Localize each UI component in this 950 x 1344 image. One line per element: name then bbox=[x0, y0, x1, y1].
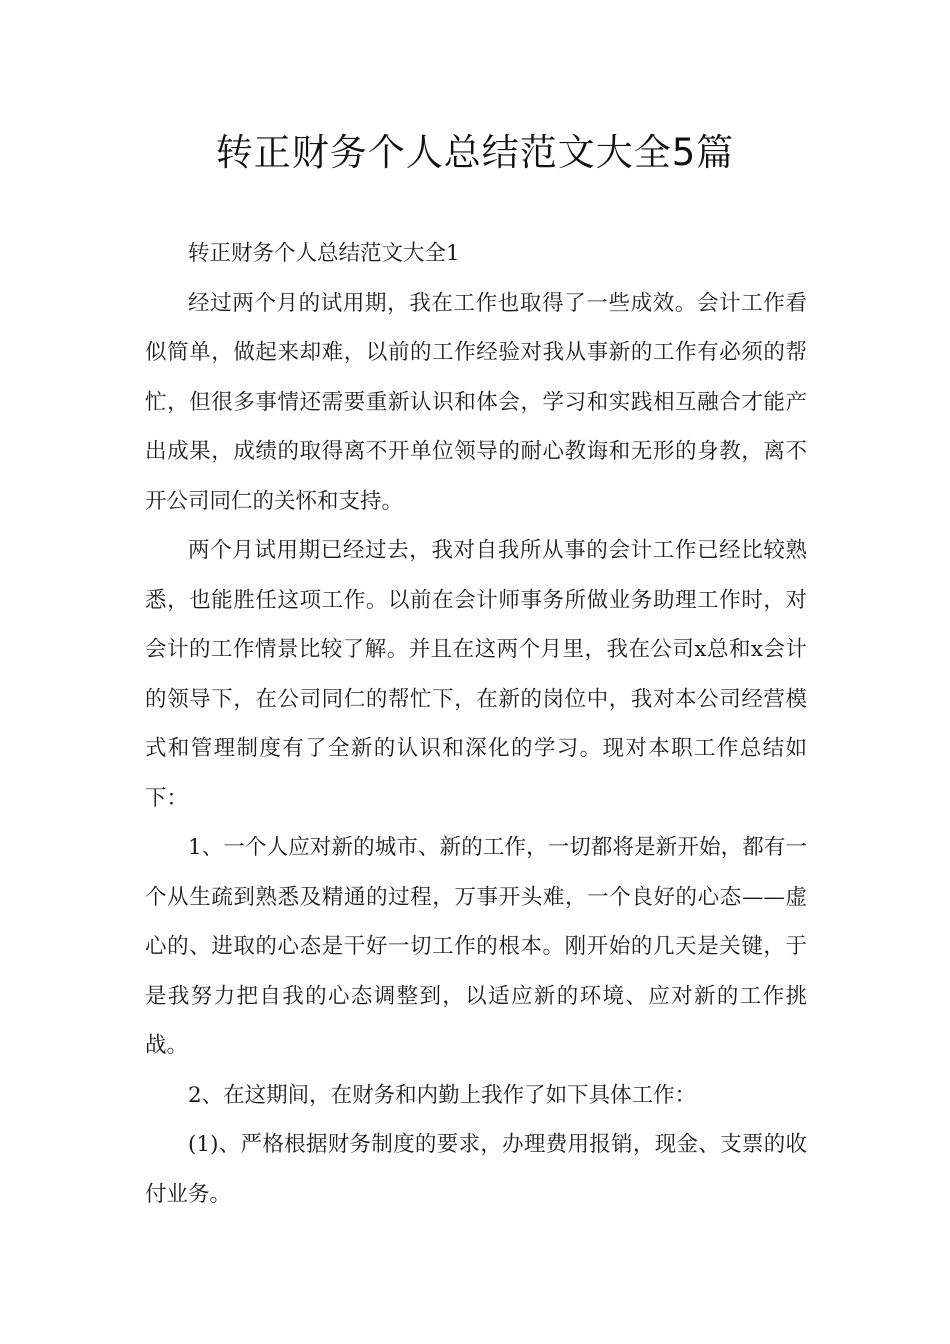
paragraph: 两个月试用期已经过去，我对自我所从事的会计工作已经比较熟悉，也能胜任这项工作。以前在会计师事务所做业务助理工作时，对会计的工作情景比较了解。并且在这两个月里，我在公司x总和x会计的领导下，在公司同仁的帮忙下，在新的岗位中，我对本公司经营模式和管理制度有了全新的认识和深化的学习。现对本职工作总结如下： bbox=[145, 538, 807, 811]
document-title: 转正财务个人总结范文大全5篇 bbox=[215, 131, 735, 174]
list-item: 1、一个人应对新的城市、新的工作，一切都将是新开始，都有一个从生疏到熟悉及精通的过程，万事开头难，一个良好的心态——虚心的、进取的心态是干好一切工作的根本。刚开始的几天是关键，于是我努力把自我的心态调整到，以适应新的环境、应对新的工作挑战。 bbox=[145, 835, 807, 1058]
section-heading: 转正财务个人总结范文大全1 bbox=[188, 241, 460, 266]
document-body bbox=[145, 229, 807, 1219]
paragraph: 经过两个月的试用期，我在工作也取得了一些成效。会计工作看似简单，做起来却难，以前的工作经验对我从事新的工作有必须的帮忙，但很多事情还需要重新认识和体会，学习和实践相互融合才能产出成果，成绩的取得离不开单位领导的耐心教诲和无形的身教，离不开公司同仁的关怀和支持。 bbox=[145, 290, 807, 514]
sub-list-item: (1)、严格根据财务制度的要求，办理费用报销，现金、支票的收付业务。 bbox=[145, 1132, 807, 1207]
list-item: 2、在这期间，在财务和内勤上我作了如下具体工作： bbox=[188, 1082, 697, 1108]
